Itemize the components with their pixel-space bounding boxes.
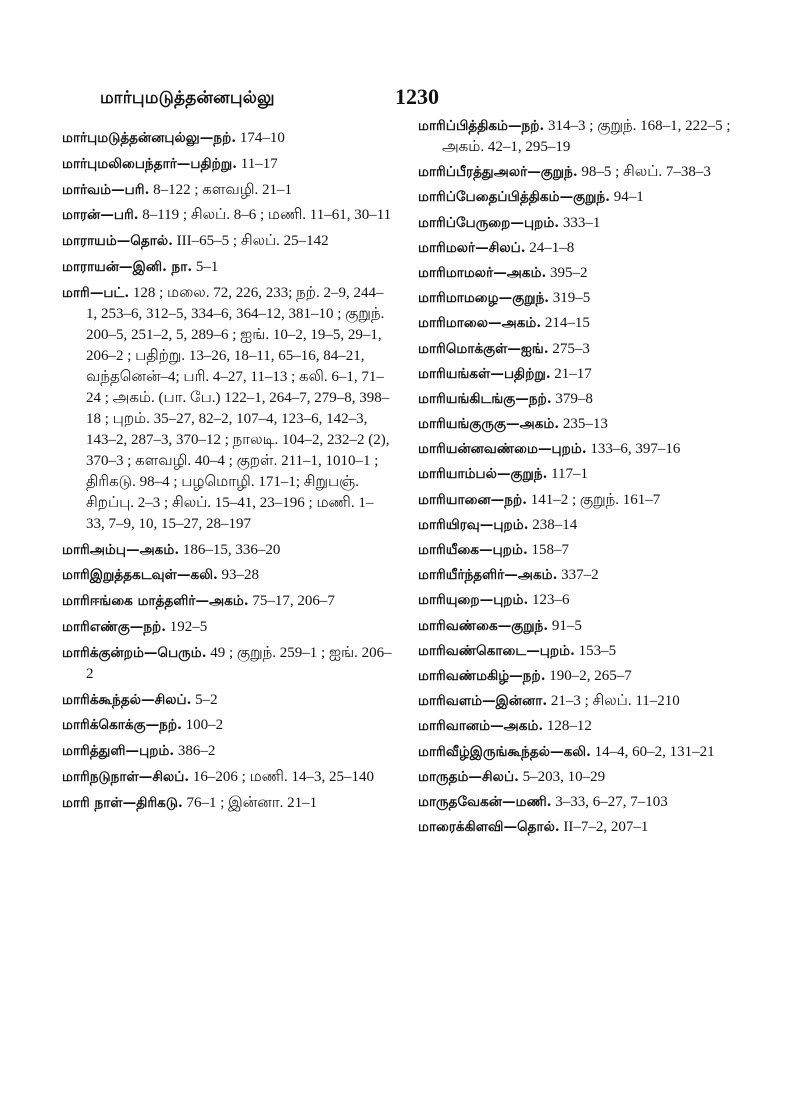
- entry-references: 190–2, 265–7: [545, 667, 632, 684]
- running-head: மார்புமடுத்தன்னபுல்லு: [100, 88, 275, 108]
- index-entry: [62, 741, 392, 762]
- entry-headword: மாரியங்கிடங்கு—நற்.: [418, 390, 552, 407]
- index-entry: [62, 128, 392, 149]
- entry-headword: மாரிப்பேதைப்பித்திகம்—குறுந்.: [418, 189, 610, 206]
- index-entry: [418, 641, 748, 662]
- entry-headword: மாரியன்னவண்மை—புறம்.: [418, 441, 587, 458]
- index-entry: [418, 162, 748, 183]
- entry-headword: மாரியீர்ந்தளிர்—அகம்.: [418, 567, 558, 584]
- index-entry: [418, 414, 748, 435]
- entry-headword: மாரி நாள்—திரிகடு.: [62, 794, 183, 811]
- entry-references: 5–2: [191, 691, 218, 708]
- index-entry: [418, 364, 748, 385]
- entry-references: 94–1: [609, 189, 644, 206]
- entry-references: 76–1 ; இன்னா. 21–1: [182, 794, 318, 811]
- entry-headword: மாரிவண்மகிழ்—நற்.: [418, 667, 546, 684]
- index-entry: [418, 313, 748, 334]
- entry-references: 337–2: [557, 567, 599, 584]
- entry-references: 186–15, 336–20: [179, 541, 281, 558]
- index-entry: [418, 515, 748, 536]
- entry-references: 16–206 ; மணி. 14–3, 25–140: [189, 768, 374, 785]
- entry-references: 386–2: [174, 743, 216, 760]
- index-entry: [418, 792, 748, 813]
- entry-references: III–65–5 ; சிலப். 25–142: [172, 233, 329, 250]
- entry-headword: மாரிவீழ்இருங்கூந்தல்—கலி.: [418, 743, 591, 760]
- page-number: 1230: [395, 84, 439, 109]
- entry-references: 93–28: [217, 567, 260, 584]
- entry-references: 141–2 ; குறுந். 161–7: [526, 491, 661, 508]
- index-entry: [418, 464, 748, 485]
- entry-headword: மாரியுறை—புறம்.: [418, 592, 529, 609]
- entry-references: 5–203, 10–29: [518, 768, 606, 785]
- entry-references: II–7–2, 207–1: [559, 819, 649, 836]
- index-entry: [62, 793, 392, 814]
- index-entry: [418, 389, 748, 410]
- entry-references: 14–4, 60–2, 131–21: [590, 743, 715, 760]
- index-entry: [62, 767, 392, 788]
- entry-references: 395–2: [546, 264, 588, 281]
- index-entry: [418, 263, 748, 284]
- left-column: [62, 128, 392, 819]
- entry-references: 24–1–8: [525, 239, 575, 256]
- entry-headword: மாராயம்—தொல்.: [62, 233, 173, 250]
- entry-headword: மாரிஎண்கு—நற்.: [62, 618, 167, 635]
- entry-headword: மாரிப்பேருறை—புறம்.: [418, 214, 560, 231]
- entry-references: 379–8: [551, 390, 593, 407]
- index-entry: [62, 231, 392, 252]
- entry-headword: மாரியிரவு—புறம்.: [418, 516, 529, 533]
- entry-headword: மாரிநடுநாள்—சிலப்.: [62, 768, 190, 785]
- index-entry: [418, 616, 748, 637]
- entry-headword: மாரியங்கள்—பதிற்று.: [418, 365, 551, 382]
- entry-references: 117–1: [547, 466, 589, 483]
- index-entry: [418, 817, 748, 838]
- entry-references: 128 ; மலை. 72, 226, 233; நற். 2–9, 244–1, 253–6, 312–5, 334–6, 364–12, 381–10 ; குறுந். 200–5, 251–2, 5, 289–6 ; ஐங். 10–2, 19–5, 29–1, 206–2 ; பதிற்று. 13–26, 18–11, 65–16, 84–21, வந்தனென்–4; பரி. 4–27, 11–13 ; கலி. 6–1, 71–24 ; அகம். (பா. பே.) 122–1, 264–7, 279–8, 398–18 ; புறம். 35–27, 82–2, 107–4, 123–6, 142–3, 143–2, 287–3, 370–12 ; நாலடி. 104–2, 232–2 (2), 370–3 ; களவழி. 40–4 ; குறள். 211–1, 1010–1 ; திரிகடு. 98–4 ; பழமொழி. 171–1; சிறுபஞ். சிறப்பு. 2–3 ; சிலப். 15–41, 23–196 ; மணி. 1–33, 7–9, 10, 15–27, 28–197: [86, 284, 390, 532]
- index-entry: [418, 187, 748, 208]
- index-entry: [62, 617, 392, 638]
- entry-headword: மாரன்—பரி.: [62, 207, 139, 224]
- index-entry: [62, 540, 392, 561]
- index-entry: [418, 116, 748, 158]
- index-entry: [62, 591, 392, 612]
- index-entry: [418, 666, 748, 687]
- entry-references: 238–14: [528, 516, 578, 533]
- entry-headword: மாரிமாமழை—குறுந்.: [418, 290, 550, 307]
- entry-headword: மாரிவண்கை—குறுந்.: [418, 617, 549, 634]
- index-entry: [62, 283, 392, 535]
- index-entry: [418, 213, 748, 234]
- entry-headword: மாரி—பட்.: [62, 284, 130, 301]
- index-entry: [418, 716, 748, 737]
- entry-headword: மாரிக்கூந்தல்—சிலப்.: [62, 691, 192, 708]
- entry-references: 128–12: [543, 718, 592, 735]
- entry-references: 153–5: [574, 642, 617, 659]
- index-entry: [418, 288, 748, 309]
- entry-references: 8–119 ; சிலப். 8–6 ; மணி. 11–61, 30–11: [138, 207, 392, 224]
- entry-references: 8–122 ; களவழி. 21–1: [149, 181, 292, 198]
- entry-references: 5–1: [192, 258, 219, 275]
- entry-headword: மாரிஇறுத்தகடவுள்—கலி.: [62, 567, 218, 584]
- entry-references: 275–3: [548, 340, 590, 357]
- index-entry: [418, 238, 748, 259]
- entry-headword: மாரித்துளி—புறம்.: [62, 743, 175, 760]
- entry-references: 11–17: [237, 155, 278, 172]
- entry-headword: மாரிமாலை—அகம்.: [418, 315, 542, 332]
- entry-headword: மார்புமடுத்தன்னபுல்லு—நற்.: [62, 130, 237, 146]
- index-entry: [62, 565, 392, 586]
- index-entry: [418, 490, 748, 511]
- entry-references: 75–17, 206–7: [248, 593, 335, 610]
- entry-headword: மாரிஅம்பு—அகம்.: [62, 541, 180, 558]
- index-entry: [418, 590, 748, 611]
- entry-headword: மாரிவண்கொடை—புறம்.: [418, 642, 575, 659]
- index-entry: [418, 767, 748, 788]
- entry-headword: மாரியானை—நற்.: [418, 491, 527, 508]
- index-entry: [62, 205, 392, 226]
- entry-headword: மாரிக்குன்றம்—பெரும்.: [62, 644, 207, 661]
- entry-headword: மாரிக்கொக்கு—நற்.: [62, 717, 182, 734]
- entry-headword: மாரிப்பீரத்துஅலர்—குறுந்.: [418, 164, 578, 181]
- index-entry: [62, 154, 392, 175]
- entry-headword: மார்புமலிபைந்தார்—பதிற்று.: [62, 155, 237, 172]
- entry-references: 98–5 ; சிலப். 7–38–3: [577, 164, 711, 181]
- entry-headword: மார்வம்—பரி.: [62, 181, 150, 198]
- entry-headword: மாரிப்பித்திகம்—நற்.: [418, 118, 545, 134]
- entry-references: 49 ; குறுந். 259–1 ; ஐங். 206–2: [86, 644, 392, 682]
- entry-headword: மாரியங்குருகு—அகம்.: [418, 416, 560, 433]
- entry-headword: மாரிஈங்கை மாத்தளிர்—அகம்.: [62, 593, 249, 610]
- index-entry: [418, 742, 748, 763]
- index-entry: [62, 690, 392, 711]
- entry-headword: மாரியாம்பல்—குறுந்.: [418, 466, 548, 483]
- entry-references: 158–7: [527, 542, 569, 558]
- entry-references: 235–13: [559, 416, 608, 433]
- entry-references: 133–6, 397–16: [586, 441, 681, 458]
- entry-references: 174–10: [236, 130, 285, 146]
- index-entry: [418, 565, 748, 586]
- entry-headword: மாரிமொக்குள்—ஐங்.: [418, 340, 549, 357]
- entry-headword: மாராயன்—இனி. நா.: [62, 258, 193, 275]
- entry-headword: மாருதவேகன்—மணி.: [418, 793, 552, 810]
- entry-references: 123–6: [528, 592, 570, 609]
- index-entry: [62, 715, 392, 736]
- index-entry: [62, 643, 392, 685]
- entry-headword: மாரிவளம்—இன்னா.: [418, 693, 548, 710]
- entry-headword: மாரிமலர்—சிலப்.: [418, 239, 526, 256]
- entry-references: 91–5: [548, 617, 582, 634]
- entry-references: 333–1: [559, 214, 601, 231]
- entry-headword: மாரிமாமலர்—அகம்.: [418, 264, 547, 281]
- entry-references: 314–3 ; குறுந். 168–1, 222–5 ; அகம். 42–1, 295–19: [442, 118, 731, 155]
- index-entry: [418, 691, 748, 712]
- entry-headword: மாருதம்—சிலப்.: [418, 768, 519, 785]
- entry-headword: மாரிவானம்—அகம்.: [418, 718, 544, 735]
- entry-references: 319–5: [549, 290, 591, 307]
- entry-headword: மாரியீகை—புறம்.: [418, 542, 528, 558]
- index-entry: [418, 540, 748, 561]
- right-column: [418, 116, 748, 842]
- index-entry: [62, 257, 392, 278]
- entry-references: 214–15: [541, 315, 590, 332]
- index-entry: [62, 180, 392, 201]
- entry-headword: மாரைக்கிளவி—தொல்.: [418, 819, 560, 836]
- entry-references: 192–5: [166, 618, 208, 635]
- index-entry: [418, 439, 748, 460]
- entry-references: 3–33, 6–27, 7–103: [551, 793, 668, 810]
- index-entry: [418, 339, 748, 360]
- entry-references: 21–3 ; சிலப். 11–210: [547, 693, 680, 710]
- entry-references: 100–2: [181, 717, 224, 734]
- entry-references: 21–17: [550, 365, 592, 382]
